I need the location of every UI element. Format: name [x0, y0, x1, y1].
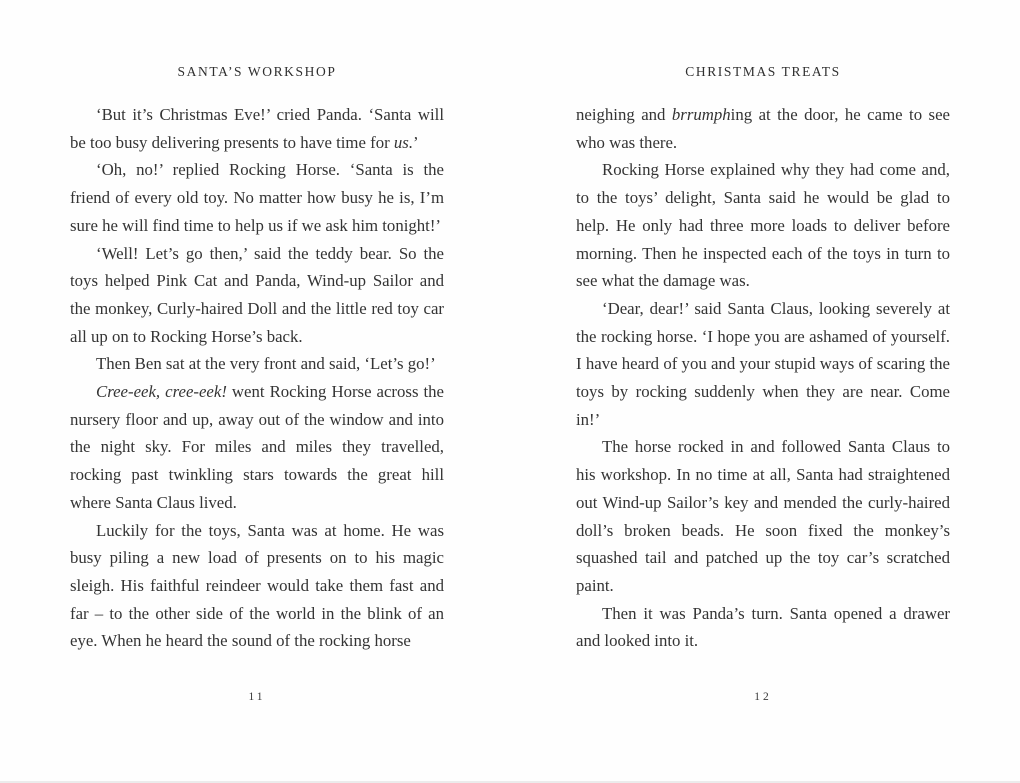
paragraph — [70, 101, 444, 156]
right-running-header: CHRISTMAS TREATS — [685, 64, 841, 79]
paragraph — [576, 600, 950, 655]
paragraph — [70, 517, 444, 656]
body-text: neighing and — [576, 105, 672, 124]
body-text: The horse rocked in and followed Santa Claus to his workshop. In no time at all, Santa had straightened out Wind-up Sailor’s key and mended the curly-haired doll’s broken beads. He soon fixed the monkey’s squashed tail and patched up the toy car’s scratched paint. — [576, 437, 950, 595]
italic-text: brrumph — [671, 105, 731, 124]
italic-text: Cree-eek, cree-eek! — [96, 382, 227, 402]
body-text: Then it was Panda’s turn. Santa opened a drawer and looked into it. — [576, 603, 950, 651]
body-text: Luckily for the toys, Santa was at home. He was busy piling a new load of presents on to his magic sleigh. His faithful reindeer would take them fast and far – to the other side of the world in the blink of an eye. When he heard the sound of the rocking horse — [70, 520, 444, 651]
paragraph — [70, 240, 444, 351]
right-page-number: 12 — [754, 691, 772, 703]
paragraph — [70, 350, 444, 378]
body-text: ‘Oh, no!’ replied Rocking Horse. ‘Santa is the friend of every old toy. No matter how busy he is, I’m sure he will find time to help us if we ask him tonight!’ — [70, 160, 444, 235]
paragraph — [70, 378, 444, 517]
right-page — [576, 0, 950, 783]
page-body-left — [70, 101, 444, 655]
body-text: ‘Well! Let’s go then,’ said the teddy bear. So the toys helped Pink Cat and Panda, Wind-up Sailor and the monkey, Curly-haired Doll and the little red toy car all up on to Rocking Horse’s back. — [70, 243, 444, 346]
paragraph — [576, 156, 950, 295]
paragraph — [576, 433, 950, 599]
left-page-number: 11 — [248, 691, 266, 703]
paragraph — [576, 295, 950, 434]
body-text: Rocking Horse explained why they had come and, to the toys’ delight, Santa said he would be glad to help. He only had three more loads to deliver before morning. Then he inspected each of the toys in turn to see what the damage was. — [576, 160, 950, 291]
paragraph — [70, 156, 444, 239]
body-text: ing at the door, he came to see who was there. — [576, 105, 950, 152]
body-text: ‘But it’s Christmas Eve!’ cried Panda. ‘Santa will be too busy delivering presents to have time for — [70, 105, 444, 152]
paragraph — [576, 101, 950, 156]
left-running-header: SANTA’S WORKSHOP — [177, 64, 337, 79]
body-text: ’ — [413, 132, 419, 152]
body-text: ‘Dear, dear!’ said Santa Claus, looking severely at the rocking horse. ‘I hope you are ashamed of yourself. I have heard of you and your stupid ways of scaring the toys by rocking suddenly when they are near. Come in!’ — [576, 298, 950, 429]
italic-text: us. — [393, 132, 414, 152]
body-text: went Rocking Horse across the nursery floor and up, away out of the window and into the night sky. For miles and miles they travelled, rocking past twinkling stars towards the great hill where Santa Claus lived. — [70, 382, 444, 512]
page-body-right — [576, 101, 950, 655]
body-text: Then Ben sat at the very front and said, ‘Let’s go!’ — [96, 354, 436, 374]
left-page — [70, 0, 444, 783]
